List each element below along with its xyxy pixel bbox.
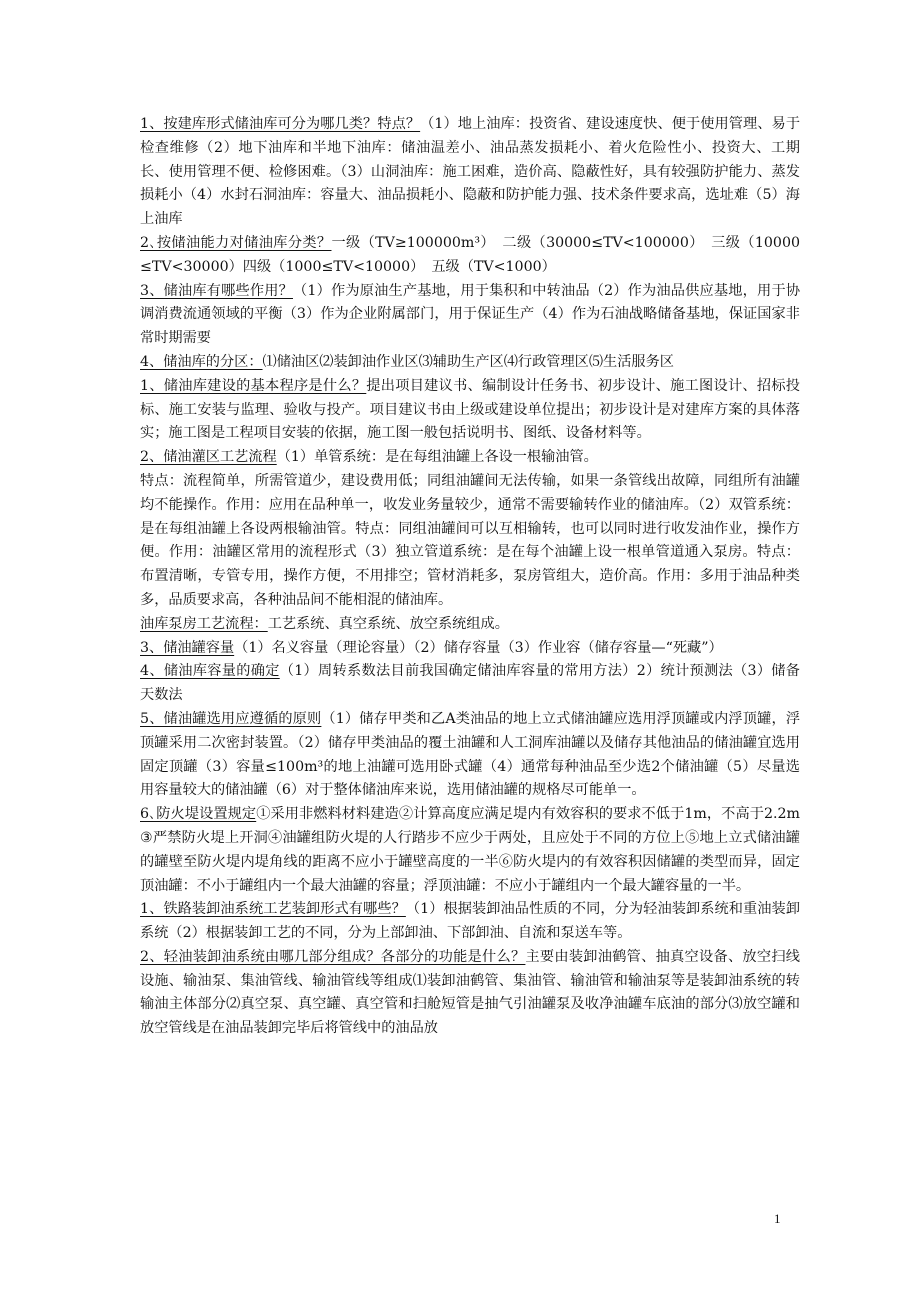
answer-text: ①采用非燃料材料建造②计算高度应满足堤内有效容积的要求不低于1m，不高于2.2m③严禁防火堤上开洞④油罐组防火堤的人行踏步不应少于两处，且应处于不同的方位上⑤地上立式储油罐的罐壁至防火堤内堤角线的距离不应小于罐壁高度的一半⑥防火堤内的有效容积因储罐的类型而异，固定顶油罐：不小于罐组内一个最大油罐的容量；浮顶油罐：不应小于罐组内一个最大罐容量的一半。: [140, 806, 801, 894]
question-heading: 3、储油库有哪些作用？: [140, 282, 293, 299]
question-heading: 3、储油罐容量: [140, 639, 235, 656]
answer-text: （1）周转系数法目前我国确定储油库容量的常用方法）2）统计预测法（3）储备天数法: [140, 663, 800, 704]
answer-text: 提出项目建议书、编制设计任务书、初步设计、施工图设计、招标投标、施工安装与监理、验收与投产。项目建议书由上级或建设单位提出；初步设计是对建库方案的具体落实；施工图是工程项目安装的依据，施工图一般包括说明书、图纸、设备材料等。: [140, 377, 800, 442]
question-heading: 5、储油罐选用应遵循的原则: [140, 710, 322, 727]
paragraph-13: [140, 898, 800, 946]
answer-text: （1）地上油库：投资省、建设速度快、便于使用管理、易于检查维修（2）地下油库和半地下油库：储油温差小、油品蒸发损耗小、着火危险性小、投资大、工期长、使用管理不便、检修困难。（3）山洞油库：施工困难，造价高、隐蔽性好，具有较强防护能力、蒸发损耗小（4）水封石洞油库：容量大、油品损耗小、隐蔽和防护能力强、技术条件要求高，选址难（5）海上油库: [140, 116, 801, 228]
answer-text: （1）储存甲类和乙A类油品的地上立式储油罐应选用浮顶罐或内浮顶罐，浮顶罐采用二次密封装置。（2）储存甲类油品的覆土油罐和人工洞库油罐以及储存其他油品的储油罐宜选用固定顶罐（3）容量≤100m³的地上油罐可选用卧式罐（4）通常每种油品至少选2个储油罐（5）尽量选用容量较大的储油罐（6）对于整体储油库来说，选用储油罐的规格尽可能单一。: [140, 710, 801, 799]
answer-text: 一级（TV≥100000m³） 二级（30000≤TV<100000） 三级（10000≤TV<30000）四级（1000≤TV<10000） 五级（TV<1000）: [140, 234, 800, 275]
paragraph-11: [140, 708, 800, 803]
page-number: 1: [774, 1211, 781, 1226]
question-heading: 2、储油灌区工艺流程: [140, 449, 277, 466]
paragraph-2: [140, 232, 800, 280]
question-heading: 4、储油库容量的确定: [140, 663, 280, 680]
paragraph-5: [140, 375, 800, 446]
paragraph-8: [140, 613, 800, 637]
paragraph-12: [140, 803, 800, 898]
paragraph-4: [140, 351, 800, 375]
answer-text: 工艺系统、真空系统、放空系统组成。: [267, 615, 509, 632]
question-heading: 1、铁路装卸油系统工艺装卸形式有哪些？: [140, 901, 406, 918]
question-heading: 1、储油库建设的基本程序是什么？: [140, 377, 367, 394]
document-body: [140, 113, 800, 1041]
question-heading: 2、轻油装卸油系统由哪几部分组成？各部分的功能是什么？: [140, 948, 526, 965]
question-heading: 4、储油库的分区：: [140, 353, 263, 370]
paragraph-6: [140, 446, 800, 470]
question-heading: 1、按建库形式储油库可分为哪几类？特点？: [140, 116, 421, 132]
answer-text: （1）单管系统：是在每组油罐上各设一根输油管。: [276, 449, 598, 466]
answer-text: 主要由装卸油鹤管、抽真空设备、放空扫线设施、输油泵、集油管线、输油管线等组成⑴装卸油鹤管、集油管、输油管和输油泵等是装卸油系统的转输油主体部分⑵真空泵、真空罐、真空管和扫舱短管是抽气引油罐泵及收净油罐车底油的部分⑶放空罐和放空管线是在油品装卸完毕后将管线中的油品放: [140, 948, 800, 1037]
paragraph-14: [140, 946, 800, 1041]
answer-text: （1）名义容量（理论容量）（2）储存容量（3）作业容（储存容量—“死藏”）: [234, 639, 723, 656]
answer-text: ⑴储油区⑵装卸油作业区⑶辅助生产区⑷行政管理区⑸生活服务区: [262, 353, 674, 370]
paragraph-3: [140, 280, 800, 351]
question-heading: 2､按储油能力对储油库分类？: [140, 234, 332, 251]
paragraph-9: [140, 637, 800, 661]
question-heading: 6､防火堤设置规定: [140, 806, 257, 823]
answer-text: 特点：流程简单，所需管道少，建设费用低；同组油罐间无法传输，如果一条管线出故障，同组所有油罐均不能操作。作用：应用在品种单一，收发业务量较少，通常不需要输转作业的储油库。（2）双管系统：是在每组油罐上各设两根输油管。特点：同组油罐间可以互相输转，也可以同时进行收发油作业，操作方便。作用：油罐区常用的流程形式（3）独立管道系统：是在每个油罐上设一根单管道通入泵房。特点：布置清晰，专管专用，操作方便，不用排空；管材消耗多，泵房管组大，造价高。作用：多用于油品种类多，品质要求高，各种油品间不能相混的储油库。: [140, 472, 800, 608]
question-heading: 油库泵房工艺流程：: [140, 615, 268, 632]
paragraph-7: [140, 470, 800, 613]
paragraph-1: [140, 113, 800, 232]
paragraph-10: [140, 660, 800, 708]
answer-text: （1）根据装卸油品性质的不同，分为轻油装卸系统和重油装卸系统（2）根据装卸工艺的不同，分为上部卸油、下部卸油、自流和泵送车等。: [140, 901, 801, 942]
answer-text: （1）作为原油生产基地，用于集积和中转油品（2）作为油品供应基地，用于协调消费流通领域的平衡（3）作为企业附属部门，用于保证生产（4）作为石油战略储备基地，保证国家非常时期需要: [140, 282, 801, 347]
